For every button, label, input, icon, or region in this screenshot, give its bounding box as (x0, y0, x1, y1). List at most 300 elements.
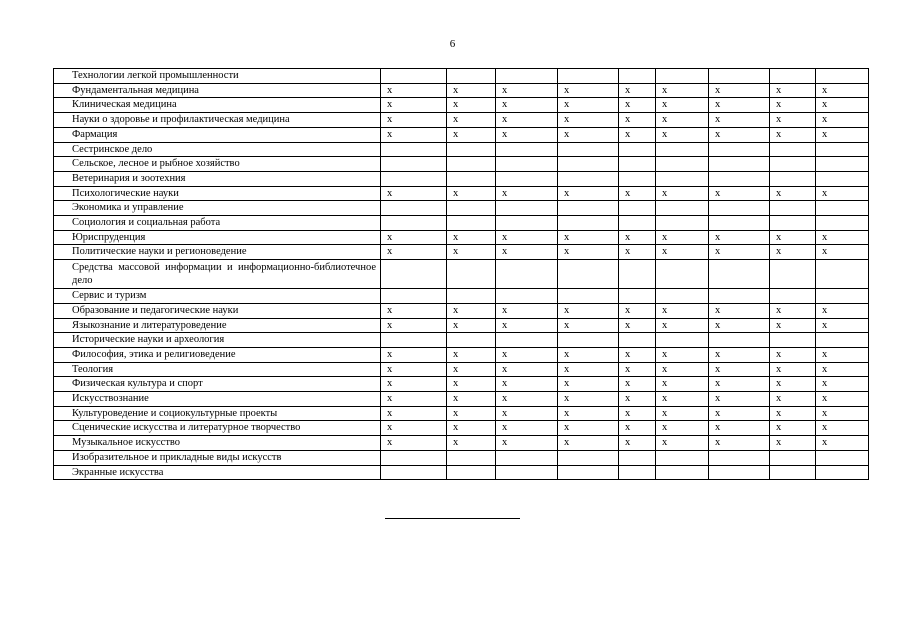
table-row (54, 98, 869, 113)
table-row (54, 69, 869, 84)
mark-cell: x (709, 127, 770, 142)
mark-cell: x (496, 377, 558, 392)
footer-divider (385, 518, 520, 519)
mark-cell: x (770, 347, 816, 362)
mark-cell: x (381, 245, 447, 260)
mark-cell (656, 260, 709, 289)
mark-cell (496, 289, 558, 304)
mark-cell: x (381, 421, 447, 436)
mark-cell: x (496, 245, 558, 260)
row-label: Социология и социальная работа (54, 216, 381, 231)
mark-cell: x (496, 127, 558, 142)
table-row (54, 157, 869, 172)
page-number: 6 (449, 38, 456, 50)
row-label: Юриспруденция (54, 230, 381, 245)
mark-cell: x (558, 98, 619, 113)
mark-cell: x (381, 347, 447, 362)
mark-cell: x (656, 83, 709, 98)
table-row (54, 186, 869, 201)
mark-cell: x (447, 230, 496, 245)
mark-cell: x (770, 230, 816, 245)
mark-cell (558, 142, 619, 157)
mark-cell (381, 289, 447, 304)
mark-cell (558, 171, 619, 186)
mark-cell (816, 465, 869, 480)
row-label: Сестринское дело (54, 142, 381, 157)
mark-cell (656, 289, 709, 304)
mark-cell (816, 450, 869, 465)
mark-cell (816, 216, 869, 231)
mark-cell: x (558, 186, 619, 201)
mark-cell (496, 201, 558, 216)
mark-cell: x (709, 186, 770, 201)
mark-cell (447, 142, 496, 157)
mark-cell: x (558, 127, 619, 142)
mark-cell (447, 201, 496, 216)
mark-cell: x (709, 377, 770, 392)
mark-cell: x (496, 186, 558, 201)
mark-cell: x (447, 421, 496, 436)
mark-cell: x (770, 436, 816, 451)
mark-cell: x (770, 377, 816, 392)
mark-cell (381, 465, 447, 480)
mark-cell: x (558, 347, 619, 362)
mark-cell: x (496, 98, 558, 113)
mark-cell (619, 69, 656, 84)
mark-cell (381, 69, 447, 84)
mark-cell (656, 171, 709, 186)
mark-cell (381, 171, 447, 186)
mark-cell: x (496, 406, 558, 421)
row-label: Сценические искусства и литературное творчество (54, 421, 381, 436)
mark-cell: x (770, 318, 816, 333)
row-label: Технологии легкой промышленности (54, 69, 381, 84)
mark-cell: x (381, 230, 447, 245)
mark-cell (558, 157, 619, 172)
row-label: Языкознание и литературоведение (54, 318, 381, 333)
mark-cell: x (656, 127, 709, 142)
mark-cell (816, 201, 869, 216)
mark-cell (709, 69, 770, 84)
mark-cell: x (709, 303, 770, 318)
mark-cell: x (619, 406, 656, 421)
specialties-table (53, 68, 869, 480)
mark-cell (381, 216, 447, 231)
mark-cell: x (381, 83, 447, 98)
row-label: Психологические науки (54, 186, 381, 201)
table-row (54, 436, 869, 451)
table-row (54, 303, 869, 318)
mark-cell: x (496, 83, 558, 98)
mark-cell: x (656, 230, 709, 245)
mark-cell (496, 465, 558, 480)
mark-cell (770, 465, 816, 480)
mark-cell (447, 450, 496, 465)
mark-cell: x (709, 436, 770, 451)
mark-cell: x (656, 392, 709, 407)
row-label: Искусствознание (54, 392, 381, 407)
mark-cell (558, 333, 619, 348)
mark-cell (816, 289, 869, 304)
mark-cell: x (496, 303, 558, 318)
mark-cell: x (770, 406, 816, 421)
row-label: Философия, этика и религиоведение (54, 347, 381, 362)
mark-cell: x (447, 436, 496, 451)
mark-cell: x (496, 436, 558, 451)
mark-cell: x (816, 436, 869, 451)
mark-cell (709, 216, 770, 231)
table-row (54, 377, 869, 392)
mark-cell (381, 333, 447, 348)
mark-cell: x (709, 392, 770, 407)
row-label: Культуроведение и социокультурные проекты (54, 406, 381, 421)
mark-cell: x (619, 113, 656, 128)
mark-cell: x (619, 230, 656, 245)
mark-cell (770, 260, 816, 289)
table-row (54, 406, 869, 421)
mark-cell: x (619, 318, 656, 333)
mark-cell: x (619, 245, 656, 260)
mark-cell: x (558, 362, 619, 377)
table-body (54, 69, 869, 480)
mark-cell: x (656, 406, 709, 421)
mark-cell: x (381, 406, 447, 421)
mark-cell (816, 157, 869, 172)
mark-cell: x (558, 436, 619, 451)
table-row (54, 421, 869, 436)
mark-cell: x (656, 421, 709, 436)
mark-cell (447, 260, 496, 289)
mark-cell: x (381, 186, 447, 201)
mark-cell: x (558, 406, 619, 421)
mark-cell (816, 69, 869, 84)
mark-cell (619, 171, 656, 186)
mark-cell: x (709, 113, 770, 128)
mark-cell (496, 157, 558, 172)
mark-cell (709, 333, 770, 348)
mark-cell: x (816, 186, 869, 201)
table-row (54, 465, 869, 480)
mark-cell (816, 142, 869, 157)
mark-cell: x (496, 347, 558, 362)
mark-cell: x (656, 377, 709, 392)
mark-cell: x (770, 421, 816, 436)
mark-cell (709, 171, 770, 186)
mark-cell (709, 260, 770, 289)
table-row (54, 318, 869, 333)
mark-cell: x (709, 406, 770, 421)
mark-cell: x (381, 98, 447, 113)
mark-cell: x (770, 98, 816, 113)
mark-cell: x (619, 347, 656, 362)
mark-cell: x (447, 83, 496, 98)
table-row (54, 201, 869, 216)
mark-cell: x (447, 245, 496, 260)
mark-cell: x (619, 436, 656, 451)
mark-cell (619, 157, 656, 172)
mark-cell (619, 465, 656, 480)
mark-cell (496, 216, 558, 231)
mark-cell: x (381, 392, 447, 407)
row-label: Экономика и управление (54, 201, 381, 216)
mark-cell (619, 216, 656, 231)
mark-cell: x (619, 392, 656, 407)
mark-cell (447, 289, 496, 304)
mark-cell (619, 260, 656, 289)
mark-cell: x (619, 377, 656, 392)
mark-cell (656, 142, 709, 157)
mark-cell (447, 465, 496, 480)
mark-cell (709, 142, 770, 157)
mark-cell (656, 465, 709, 480)
row-label: Сельское, лесное и рыбное хозяйство (54, 157, 381, 172)
mark-cell (770, 69, 816, 84)
mark-cell (619, 333, 656, 348)
mark-cell: x (447, 186, 496, 201)
mark-cell (381, 201, 447, 216)
mark-cell: x (816, 406, 869, 421)
mark-cell (447, 333, 496, 348)
mark-cell (709, 289, 770, 304)
row-label: Физическая культура и спорт (54, 377, 381, 392)
mark-cell: x (816, 230, 869, 245)
row-label: Науки о здоровье и профилактическая медицина (54, 113, 381, 128)
mark-cell: x (619, 186, 656, 201)
mark-cell (558, 69, 619, 84)
table-row (54, 216, 869, 231)
mark-cell: x (619, 421, 656, 436)
mark-cell (496, 333, 558, 348)
mark-cell: x (381, 436, 447, 451)
mark-cell (558, 465, 619, 480)
mark-cell (709, 450, 770, 465)
mark-cell (447, 171, 496, 186)
mark-cell: x (709, 347, 770, 362)
mark-cell: x (656, 113, 709, 128)
mark-cell: x (816, 362, 869, 377)
mark-cell (496, 69, 558, 84)
mark-cell: x (447, 303, 496, 318)
mark-cell: x (709, 318, 770, 333)
mark-cell: x (619, 98, 656, 113)
mark-cell: x (558, 392, 619, 407)
table-row (54, 450, 869, 465)
mark-cell: x (558, 303, 619, 318)
mark-cell: x (770, 392, 816, 407)
mark-cell: x (709, 245, 770, 260)
mark-cell (816, 333, 869, 348)
mark-cell: x (770, 83, 816, 98)
mark-cell (381, 157, 447, 172)
table-row (54, 289, 869, 304)
mark-cell (447, 69, 496, 84)
mark-cell: x (558, 113, 619, 128)
mark-cell (558, 201, 619, 216)
mark-cell: x (619, 303, 656, 318)
table-row (54, 347, 869, 362)
mark-cell (496, 450, 558, 465)
mark-cell: x (496, 362, 558, 377)
mark-cell: x (709, 230, 770, 245)
mark-cell: x (816, 318, 869, 333)
mark-cell: x (447, 392, 496, 407)
mark-cell (619, 142, 656, 157)
row-label: Средства массовой информации и информационно-библиотечное дело (54, 260, 381, 289)
mark-cell: x (770, 127, 816, 142)
mark-cell: x (816, 392, 869, 407)
mark-cell (381, 260, 447, 289)
mark-cell: x (447, 98, 496, 113)
mark-cell: x (816, 377, 869, 392)
mark-cell: x (816, 127, 869, 142)
mark-cell (496, 142, 558, 157)
mark-cell: x (381, 362, 447, 377)
mark-cell (447, 157, 496, 172)
mark-cell: x (656, 318, 709, 333)
mark-cell (381, 142, 447, 157)
mark-cell: x (709, 83, 770, 98)
mark-cell: x (656, 98, 709, 113)
mark-cell: x (656, 303, 709, 318)
mark-cell (558, 289, 619, 304)
mark-cell: x (496, 230, 558, 245)
mark-cell: x (816, 421, 869, 436)
mark-cell: x (558, 83, 619, 98)
mark-cell: x (496, 392, 558, 407)
mark-cell (770, 142, 816, 157)
mark-cell: x (770, 303, 816, 318)
mark-cell: x (770, 362, 816, 377)
mark-cell: x (558, 230, 619, 245)
mark-cell: x (447, 113, 496, 128)
mark-cell: x (447, 347, 496, 362)
mark-cell (496, 260, 558, 289)
mark-cell (816, 171, 869, 186)
mark-cell: x (816, 83, 869, 98)
table-row (54, 392, 869, 407)
row-label: Музыкальное искусство (54, 436, 381, 451)
mark-cell: x (770, 113, 816, 128)
mark-cell: x (447, 127, 496, 142)
mark-cell (656, 216, 709, 231)
mark-cell: x (816, 98, 869, 113)
mark-cell (381, 450, 447, 465)
mark-cell: x (558, 421, 619, 436)
mark-cell (558, 216, 619, 231)
mark-cell: x (381, 113, 447, 128)
mark-cell: x (496, 318, 558, 333)
mark-cell: x (447, 377, 496, 392)
mark-cell (770, 157, 816, 172)
row-label: Сервис и туризм (54, 289, 381, 304)
mark-cell (770, 289, 816, 304)
mark-cell (770, 450, 816, 465)
table-row (54, 362, 869, 377)
row-label: Фармация (54, 127, 381, 142)
table-row (54, 83, 869, 98)
mark-cell: x (496, 421, 558, 436)
mark-cell: x (381, 318, 447, 333)
row-label: Клиническая медицина (54, 98, 381, 113)
mark-cell: x (816, 113, 869, 128)
mark-cell (496, 171, 558, 186)
mark-cell (816, 260, 869, 289)
mark-cell: x (656, 436, 709, 451)
mark-cell (656, 201, 709, 216)
row-label: Ветеринария и зоотехния (54, 171, 381, 186)
mark-cell: x (381, 303, 447, 318)
mark-cell: x (447, 406, 496, 421)
row-label: Фундаментальная медицина (54, 83, 381, 98)
mark-cell: x (656, 362, 709, 377)
table-row (54, 127, 869, 142)
table-row (54, 142, 869, 157)
mark-cell: x (558, 245, 619, 260)
mark-cell (558, 260, 619, 289)
mark-cell: x (447, 362, 496, 377)
mark-cell (619, 201, 656, 216)
mark-cell: x (558, 377, 619, 392)
mark-cell (770, 171, 816, 186)
mark-cell (656, 450, 709, 465)
mark-cell (770, 216, 816, 231)
mark-cell (709, 157, 770, 172)
mark-cell (619, 289, 656, 304)
mark-cell (447, 216, 496, 231)
mark-cell: x (816, 245, 869, 260)
mark-cell: x (656, 347, 709, 362)
mark-cell (619, 450, 656, 465)
mark-cell (709, 465, 770, 480)
mark-cell (558, 450, 619, 465)
row-label: Образование и педагогические науки (54, 303, 381, 318)
mark-cell: x (558, 318, 619, 333)
mark-cell: x (619, 362, 656, 377)
mark-cell: x (381, 127, 447, 142)
mark-cell (656, 157, 709, 172)
table-row (54, 113, 869, 128)
table-row (54, 333, 869, 348)
mark-cell: x (381, 377, 447, 392)
mark-cell: x (816, 303, 869, 318)
mark-cell: x (656, 186, 709, 201)
mark-cell: x (619, 127, 656, 142)
mark-cell: x (709, 362, 770, 377)
mark-cell (656, 333, 709, 348)
table-row (54, 245, 869, 260)
table-row (54, 260, 869, 289)
mark-cell (770, 201, 816, 216)
row-label: Экранные искусства (54, 465, 381, 480)
mark-cell: x (656, 245, 709, 260)
table-row (54, 171, 869, 186)
mark-cell: x (496, 113, 558, 128)
table-row (54, 230, 869, 245)
row-label: Политические науки и регионоведение (54, 245, 381, 260)
mark-cell: x (770, 186, 816, 201)
mark-cell (709, 201, 770, 216)
mark-cell: x (619, 83, 656, 98)
row-label: Теология (54, 362, 381, 377)
row-label: Исторические науки и археология (54, 333, 381, 348)
row-label: Изобразительное и прикладные виды искусств (54, 450, 381, 465)
mark-cell: x (816, 347, 869, 362)
mark-cell: x (770, 245, 816, 260)
mark-cell: x (709, 98, 770, 113)
mark-cell (656, 69, 709, 84)
mark-cell: x (709, 421, 770, 436)
mark-cell: x (447, 318, 496, 333)
